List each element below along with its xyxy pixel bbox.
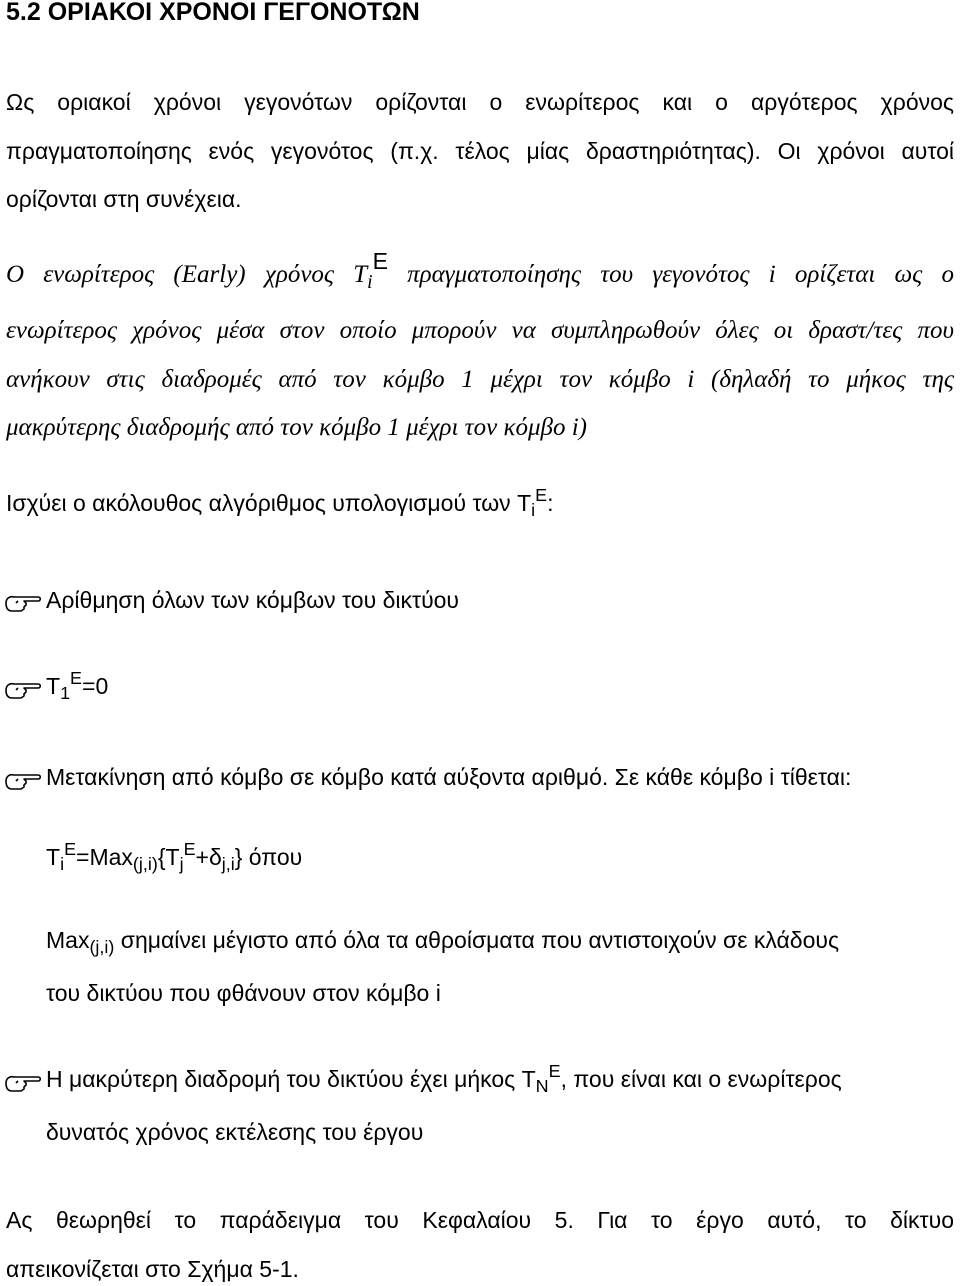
early-time-formula: $T_i^E=Max_{(j,i)}\{T_j^E+\delta_{j,i}\}$ όπου	[46, 839, 303, 875]
algorithm-intro: Ισχύει ο ακόλουθος αλγόριθμος υπολογισμού των $T_i^E$:	[6, 485, 554, 521]
bullet-4-line-2: δυνατός χρόνος εκτέλεσης του έργου	[46, 1119, 424, 1145]
bullet-3-text: Μετακίνηση από κόμβο σε κόμβο κατά αύξοντα αριθμό. Σε κάθε κόμβο i τίθεται:	[46, 764, 852, 790]
pointing-hand-icon	[4, 592, 42, 614]
max-description-line-2: του δικτύου που φθάνουν στον κόμβο i	[46, 980, 441, 1006]
pointing-hand-icon	[4, 679, 42, 701]
max-description-line-1: Max$_{(j,i)}$ σημαίνει μέγιστο από όλα τα αθροίσματα που αντιστοιχούν σε κλάδους	[46, 927, 840, 958]
bullet-1-text: Αρίθμηση όλων των κόμβων του δικτύου	[46, 587, 460, 613]
definition-line-2: ενωρίτερος χρόνος μέσα στον οποίο μπορούν να συμπληρωθούν όλες οι δραστ/τες που	[6, 317, 954, 344]
section-heading: 5.2 ΟΡΙΑΚΟΙ ΧΡΟΝΟΙ ΓΕΓΟΝΟΤΩΝ	[6, 0, 420, 26]
intro-line-1: Ως οριακοί χρόνοι γεγονότων ορίζονται ο ενωρίτερος και ο αργότερος χρόνος	[6, 89, 954, 115]
closing-line-1: Ας θεωρηθεί το παράδειγμα του Κεφαλαίου 5. Για το έργο αυτό, το δίκτυο	[6, 1207, 954, 1233]
intro-line-3: ορίζονται στη συνέχεια.	[6, 186, 242, 212]
definition-line-3: ανήκουν στις διαδρομές από τον κόμβο 1 μέχρι τον κόμβο i (δηλαδή το μήκος της	[6, 366, 954, 393]
intro-line-2: πραγματοποίησης ενός γεγονότος (π.χ. τέλος μίας δραστηριότητας). Οι χρόνοι αυτοί	[6, 138, 954, 164]
pointing-hand-icon	[4, 770, 42, 792]
closing-line-2: απεικονίζεται στο Σχήμα 5-1.	[6, 1256, 299, 1282]
symbol-t-i-e: $T_i^E$	[353, 248, 388, 293]
bullet-4-line-1: Η μακρύτερη διαδρομή του δικτύου έχει μήκος $T_N^E$, που είναι και ο ενωρίτερος	[46, 1061, 842, 1097]
definition-line-4: μακρύτερης διαδρομής από τον κόμβο 1 μέχρι τον κόμβο i)	[6, 414, 587, 441]
definition-line-1: Ο ενωρίτερος (Early) χρόνος $T_i^E$ πραγματοποίησης του γεγονότος i ορίζεται ως ο	[6, 248, 955, 293]
bullet-2-formula: $T_1^E=0$	[46, 668, 109, 704]
pointing-hand-icon	[4, 1072, 42, 1094]
